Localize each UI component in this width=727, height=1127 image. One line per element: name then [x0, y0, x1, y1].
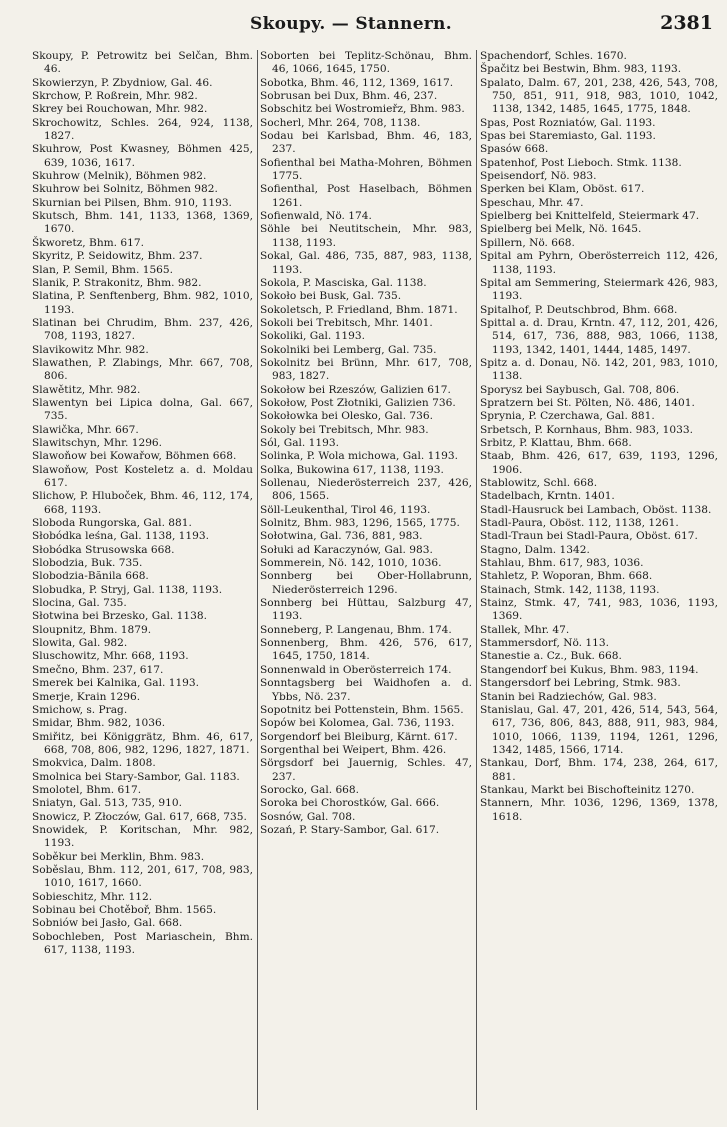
directory-entry: Söll-Leukenthal, Tirol 46, 1193.	[260, 503, 431, 516]
directory-entry: Sokal, Gal. 486, 735, 887, 983, 1138, 1193.	[260, 250, 472, 276]
directory-entry: Sól, Gal. 1193.	[260, 436, 339, 449]
directory-entry: Slavikowitz Mhr. 982.	[32, 343, 149, 356]
directory-entry: Sokołowka bei Olesko, Gal. 736.	[260, 410, 434, 423]
directory-entry: Stallek, Mhr. 47.	[480, 623, 570, 636]
directory-entry: Smidar, Bhm. 982, 1036.	[32, 717, 166, 730]
directory-entry: Solka, Bukowina 617, 1138, 1193.	[260, 463, 444, 476]
directory-entry: Soroka bei Chorostków, Gal. 666.	[260, 797, 440, 810]
directory-entry: Slichow, P. Hluboček, Bhm. 46, 112, 174, 668, 1193.	[32, 490, 253, 516]
directory-entry: Stankau, Markt bei Bischofteinitz 1270.	[480, 783, 695, 796]
directory-entry: Sobieschitz, Mhr. 112.	[32, 890, 153, 903]
directory-entry: Slawička, Mhr. 667.	[32, 423, 139, 436]
directory-entry: Spielberg bei Melk, Nö. 1645.	[480, 223, 642, 236]
directory-entry: Skutsch, Bhm. 141, 1133, 1368, 1369, 1670.	[32, 210, 253, 236]
directory-entry: Stainz, Stmk. 47, 741, 983, 1036, 1193, 1369.	[480, 597, 718, 623]
directory-entry: Skurnian bei Pilsen, Bhm. 910, 1193.	[32, 196, 232, 209]
directory-entry: Sluschowitz, Mhr. 668, 1193.	[32, 650, 189, 663]
directory-entry: Sonnenberg, Bhm. 426, 576, 617, 1645, 1750, 1814.	[260, 637, 472, 663]
directory-entry: Sokoli bei Trebitsch, Mhr. 1401.	[260, 316, 433, 329]
column-divider	[476, 50, 477, 1110]
directory-entry: Srbitz, P. Klattau, Bhm. 668.	[480, 436, 632, 449]
directory-entry: Slowita, Gal. 982.	[32, 637, 128, 650]
directory-entry: Sobrusan bei Dux, Bhm. 46, 237.	[260, 90, 438, 103]
directory-entry: Stanestie a. Cz., Buk. 668.	[480, 650, 622, 663]
directory-entry: Skowierzyn, P. Zbydniow, Gal. 46.	[32, 76, 213, 89]
directory-entry: Sobotka, Bhm. 46, 112, 1369, 1617.	[260, 76, 454, 89]
directory-entry: Sołotwina, Gal. 736, 881, 983.	[260, 530, 423, 543]
directory-entry: Spittal a. d. Drau, Krntn. 47, 112, 201, 426, 514, 617, 736, 888, 983, 1066, 1138, 1193, 1342, 1401, 1444, 1485, 1497.	[480, 316, 718, 356]
directory-entry: Slanik, P. Strakonitz, Bhm. 982.	[32, 276, 202, 289]
directory-entry: Skrochowitz, Schles. 264, 924, 1138, 1827.	[32, 116, 253, 143]
directory-entry: Skuhrow, Post Kwasney, Böhmen 425, 639, 1036, 1617.	[32, 143, 253, 169]
directory-entry: Skrchow, P. Roßrein, Mhr. 982.	[32, 90, 198, 103]
directory-entry: Spitalhof, P. Deutschbrod, Bhm. 668.	[480, 303, 678, 316]
directory-entry: Solinka, P. Wola michowa, Gal. 1193.	[260, 450, 458, 463]
directory-entry: Stadl-Hausruck bei Lambach, Oböst. 1138.	[480, 503, 712, 516]
directory-entry: Soběslau, Bhm. 112, 201, 617, 708, 983, 1010, 1617, 1660.	[32, 863, 253, 890]
directory-entry: Sofienthal bei Matha-Mohren, Böhmen 1775.	[260, 156, 472, 183]
directory-entry: Sokołow bei Rzeszów, Galizien 617.	[260, 383, 451, 396]
directory-entry: Smerek bei Kalnika, Gal. 1193.	[32, 677, 200, 690]
directory-entry: Sloupnitz, Bhm. 1879.	[32, 623, 152, 636]
directory-entry: Stannern, Mhr. 1036, 1296, 1369, 1378, 1618.	[480, 797, 718, 823]
page-number: 2381	[660, 12, 713, 34]
directory-entry: Stanislau, Gal. 47, 201, 426, 514, 543, 564, 617, 736, 806, 843, 888, 911, 983, 984, 1010, 1066, 1139, 1194, 1261, 1296, 1342, 1485, 1566, 1714.	[480, 703, 718, 756]
directory-entry: Sloboda Rungorska, Gal. 881.	[32, 517, 192, 530]
directory-entry: Smolnica bei Stary-Sambor, Gal. 1183.	[32, 770, 240, 783]
directory-entry: Slobodzia-Bănila 668.	[32, 570, 149, 583]
directory-entry: Smečno, Bhm. 237, 617.	[32, 663, 164, 676]
directory-entry: Słotwina bei Brzesko, Gal. 1138.	[32, 610, 207, 623]
column-3	[480, 50, 718, 1120]
directory-entry: Stankau, Dorf, Bhm. 174, 238, 264, 617, 881.	[480, 757, 718, 783]
directory-entry: Spas bei Staremiasto, Gal. 1193.	[480, 130, 656, 143]
directory-entry: Srbetsch, P. Kornhaus, Bhm. 983, 1033.	[480, 423, 693, 436]
directory-entry: Spitz a. d. Donau, Nö. 142, 201, 983, 1010, 1138.	[480, 356, 718, 383]
directory-entry: Sopotnitz bei Pottenstein, Bhm. 1565.	[260, 703, 464, 716]
directory-entry: Sorgenthal bei Weipert, Bhm. 426.	[260, 743, 447, 756]
directory-entry: Sorocko, Gal. 668.	[260, 783, 360, 796]
directory-entry: Skrey bei Rouchowan, Mhr. 982.	[32, 103, 208, 116]
directory-entry: Staab, Bhm. 426, 617, 639, 1193, 1296, 1906.	[480, 450, 718, 476]
directory-entry: Slan, P. Semil, Bhm. 1565.	[32, 263, 174, 276]
directory-entry: Spillern, Nö. 668.	[480, 236, 575, 249]
directory-entry: Stadl-Paura, Oböst. 112, 1138, 1261.	[480, 517, 679, 530]
directory-entry: Stangersdorf bei Lebring, Stmk. 983.	[480, 677, 681, 690]
directory-entry: Smokvica, Dalm. 1808.	[32, 757, 156, 770]
directory-entry: Speisendorf, Nö. 983.	[480, 170, 597, 183]
directory-entry: Sokola, P. Masciska, Gal. 1138.	[260, 276, 427, 289]
directory-entry: Sopów bei Kolomea, Gal. 736, 1193.	[260, 717, 455, 730]
directory-entry: Slawathen, P. Zlabings, Mhr. 667, 708, 806.	[32, 356, 253, 383]
directory-entry: Stahletz, P. Woporan, Bhm. 668.	[480, 570, 653, 583]
directory-entry: Smolotel, Bhm. 617.	[32, 783, 142, 796]
directory-entry: Sonneberg, P. Langenau, Bhm. 174.	[260, 623, 452, 636]
directory-entry: Slawitschyn, Mhr. 1296.	[32, 436, 163, 449]
directory-entry: Sofienwald, Nö. 174.	[260, 210, 372, 223]
directory-entry: Sodau bei Karlsbad, Bhm. 46, 183, 237.	[260, 130, 472, 156]
directory-entry: Sokoletsch, P. Friedland, Bhm. 1871.	[260, 303, 458, 316]
directory-entry: Sörgsdorf bei Jauernig, Schles. 47, 237.	[260, 757, 472, 783]
directory-entry: Slobodzia, Buk. 735.	[32, 557, 143, 570]
directory-entry: Słobódka Strusowska 668.	[32, 543, 175, 556]
directory-entry: Slawětitz, Mhr. 982.	[32, 383, 141, 396]
directory-entry: Skuhrow bei Solnitz, Böhmen 982.	[32, 183, 218, 196]
column-2	[260, 50, 472, 1120]
directory-entry: Sofienthal, Post Haselbach, Böhmen 1261.	[260, 183, 472, 209]
directory-entry: Sollenau, Niederösterreich 237, 426, 806, 1565.	[260, 477, 472, 503]
directory-entry: Stammersdorf, Nö. 113.	[480, 637, 609, 650]
directory-entry: Sobinau bei Chotěboř, Bhm. 1565.	[32, 904, 217, 916]
directory-entry: Stadelbach, Krntn. 1401.	[480, 490, 615, 503]
directory-entry: Spachendorf, Schles. 1670.	[480, 50, 627, 62]
column-1	[32, 50, 253, 1120]
directory-entry: Sonnenwald in Oberösterreich 174.	[260, 663, 452, 676]
directory-entry: Stagno, Dalm. 1342.	[480, 543, 590, 556]
directory-entry: Skuhrow (Melnik), Böhmen 982.	[32, 170, 207, 183]
page-header	[0, 10, 727, 36]
directory-entry: Stanin bei Radziechów, Gal. 983.	[480, 690, 657, 703]
directory-entry: Skoupy, P. Petrowitz bei Selčan, Bhm. 46.	[32, 50, 253, 76]
directory-entry: Spielberg bei Knittelfeld, Steiermark 47.	[480, 210, 700, 223]
directory-entry: Slawoňow bei Kowařow, Böhmen 668.	[32, 450, 237, 463]
directory-entry: Stainach, Stmk. 142, 1138, 1193.	[480, 583, 660, 596]
directory-entry: Sonnberg bei Ober-Hollabrunn, Niederösterreich 1296.	[260, 570, 472, 596]
directory-entry: Škworetz, Bhm. 617.	[32, 236, 145, 249]
directory-entry: Soborten bei Teplitz-Schönau, Bhm. 46, 1066, 1645, 1750.	[260, 50, 472, 76]
directory-entry: Sommerein, Nö. 142, 1010, 1036.	[260, 557, 442, 570]
directory-entry: Spatenhof, Post Lieboch. Stmk. 1138.	[480, 156, 682, 169]
directory-entry: Sokoliki, Gal. 1193.	[260, 330, 365, 343]
directory-entry: Sokoło bei Busk, Gal. 735.	[260, 290, 402, 303]
directory-columns	[32, 50, 722, 1120]
directory-entry: Speschau, Mhr. 47.	[480, 196, 584, 209]
directory-entry: Spratzern bei St. Pölten, Nö. 486, 1401.	[480, 396, 695, 409]
directory-entry: Slawentyn bei Lipica dolna, Gal. 667, 735.	[32, 396, 253, 423]
directory-entry: Snowidek, P. Koritschan, Mhr. 982, 1193.	[32, 823, 253, 850]
directory-entry: Sperken bei Klam, Oböst. 617.	[480, 183, 645, 196]
directory-entry: Skyritz, P. Seidowitz, Bhm. 237.	[32, 250, 203, 263]
directory-entry: Stangendorf bei Kukus, Bhm. 983, 1194.	[480, 663, 699, 676]
directory-entry: Sokoly bei Trebitsch, Mhr. 983.	[260, 423, 429, 436]
directory-entry: Sprynia, P. Czerchawa, Gal. 881.	[480, 410, 655, 423]
directory-entry: Sorgendorf bei Bleiburg, Kärnt. 617.	[260, 730, 458, 743]
directory-entry: Spas, Post Rozniatów, Gal. 1193.	[480, 116, 656, 129]
directory-entry: Sołuki ad Karaczynów, Gal. 983.	[260, 543, 433, 556]
directory-entry: Solnitz, Bhm. 983, 1296, 1565, 1775.	[260, 517, 460, 530]
directory-entry: Slatina, P. Senftenberg, Bhm. 982, 1010, 1193.	[32, 290, 253, 316]
directory-entry: Sonntagsberg bei Waidhofen a. d. Ybbs, Nö. 237.	[260, 677, 472, 703]
directory-entry: Sokolnitz bei Brünn, Mhr. 617, 708, 983, 1827.	[260, 356, 472, 383]
directory-entry: Smiřitz, bei Königgrätz, Bhm. 46, 617, 668, 708, 806, 982, 1296, 1827, 1871.	[32, 730, 253, 756]
directory-entry: Sporysz bei Saybusch, Gal. 708, 806.	[480, 383, 680, 396]
directory-entry: Söhle bei Neutitschein, Mhr. 983, 1138, 1193.	[260, 223, 472, 249]
directory-entry: Špačitz bei Bestwin, Bhm. 983, 1193.	[480, 63, 682, 76]
directory-entry: Stahlau, Bhm. 617, 983, 1036.	[480, 557, 644, 570]
directory-entry: Sobniów bei Jasło, Gal. 668.	[32, 917, 183, 930]
running-title: Skoupy. — Stannern.	[250, 14, 452, 34]
directory-entry: Sonnberg bei Hüttau, Salzburg 47, 1193.	[260, 597, 472, 623]
directory-entry: Slocina, Gal. 735.	[32, 597, 127, 610]
directory-entry: Spalato, Dalm. 67, 201, 238, 426, 543, 708, 750, 851, 911, 918, 983, 1010, 1042, 1138, 1342, 1485, 1645, 1775, 1848.	[480, 76, 718, 116]
directory-entry: Smerje, Krain 1296.	[32, 690, 141, 703]
directory-entry: Socherl, Mhr. 264, 708, 1138.	[260, 116, 421, 129]
directory-entry: Sokołow, Post Złotniki, Galizien 736.	[260, 396, 456, 409]
directory-entry: Smichow, s. Prag.	[32, 703, 128, 716]
directory-entry: Soběkur bei Merklin, Bhm. 983.	[32, 850, 205, 863]
directory-entry: Slobudka, P. Stryj, Gal. 1138, 1193.	[32, 583, 223, 596]
directory-entry: Sokolniki bei Lemberg, Gal. 735.	[260, 343, 437, 356]
directory-entry: Sosnów, Gal. 708.	[260, 810, 356, 823]
directory-entry: Sobschitz bei Wostromieřz, Bhm. 983.	[260, 103, 465, 116]
directory-entry: Slawoňow, Post Kosteletz a. d. Moldau 617.	[32, 463, 253, 489]
directory-entry: Slatinan bei Chrudim, Bhm. 237, 426, 708, 1193, 1827.	[32, 316, 253, 343]
directory-entry: Stadl-Traun bei Stadl-Paura, Oböst. 617.	[480, 530, 698, 543]
directory-entry: Spital am Pyhrn, Oberösterreich 112, 426, 1138, 1193.	[480, 250, 718, 276]
directory-entry: Spasów 668.	[480, 143, 549, 156]
directory-entry: Spital am Semmering, Steiermark 426, 983, 1193.	[480, 276, 718, 303]
directory-entry: Stablowitz, Schl. 668.	[480, 477, 598, 489]
directory-entry: Sniatyn, Gal. 513, 735, 910.	[32, 797, 182, 810]
directory-entry: Snowicz, P. Złoczów, Gal. 617, 668, 735.	[32, 810, 247, 823]
directory-entry: Słobódka leśna, Gal. 1138, 1193.	[32, 530, 210, 543]
directory-entry: Sobochleben, Post Mariaschein, Bhm. 617, 1138, 1193.	[32, 930, 253, 957]
directory-entry: Sozań, P. Stary-Sambor, Gal. 617.	[260, 823, 440, 836]
column-divider	[257, 50, 258, 1110]
